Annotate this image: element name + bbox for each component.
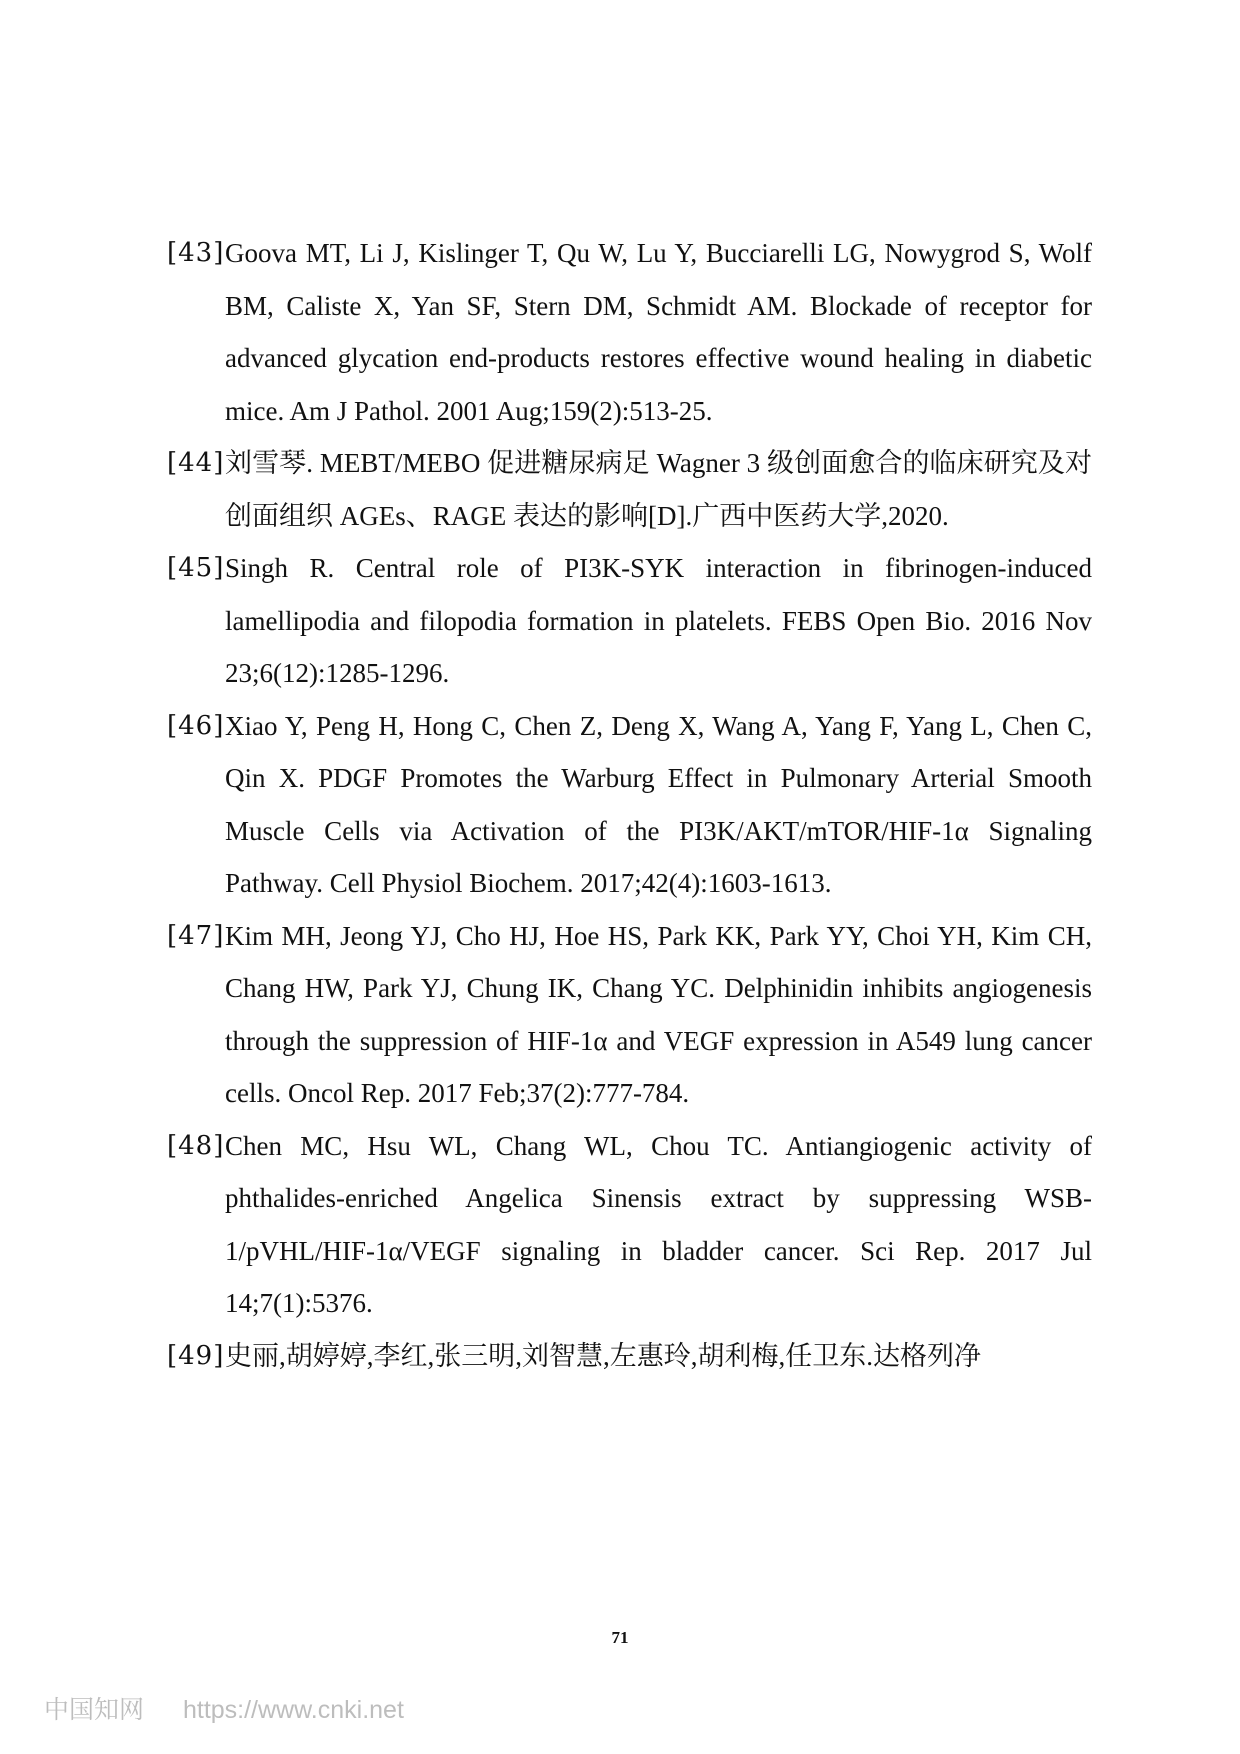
reference-number: [49] — [167, 1340, 225, 1371]
reference-49 — [167, 1330, 1092, 1383]
reference-text: Kim MH, Jeong YJ, Cho HJ, Hoe HS, Park KK, Park YY, Choi YH, Kim CH, Chang HW, Park YJ, Chung IK, Chang YC. Delphinidin inhibits angiogenesis through the suppression of HIF-1α and VEGF expression in A549 lung cancer cells. Oncol Rep. 2017 Feb;37(2):777-784. — [225, 920, 1092, 1108]
reference-44 — [167, 437, 1092, 542]
reference-text: Xiao Y, Peng H, Hong C, Chen Z, Deng X, Wang A, Yang F, Yang L, Chen C, Qin X. PDGF Promotes the Warburg Effect in Pulmonary Arterial Smooth Muscle Cells via Activation of the PI3K/AKT/mTOR/HIF-1α Signaling Pathway. Cell Physiol Biochem. 2017;42(4):1603-1613. — [225, 710, 1092, 898]
page-number: 71 — [611, 1628, 629, 1647]
reference-text: Goova MT, Li J, Kislinger T, Qu W, Lu Y, Bucciarelli LG, Nowygrod S, Wolf BM, Caliste X, Yan SF, Stern DM, Schmidt AM. Blockade of receptor for advanced glycation end-products restores effective wound healing in diabetic mice. Am J Pathol. 2001 Aug;159(2):513-25. — [225, 238, 1092, 426]
reference-43 — [167, 227, 1092, 437]
reference-number: [48] — [167, 1130, 225, 1161]
cnki-watermark — [44, 1690, 404, 1726]
reference-number: [44] — [167, 448, 225, 478]
reference-number: [45] — [167, 553, 225, 583]
reference-text: 刘雪琴. MEBT/MEBO 促进糖尿病足 Wagner 3 级创面愈合的临床研究及对创面组织 AGEs、RAGE 表达的影响[D].广西中医药大学,2020. — [225, 448, 1092, 531]
reference-48 — [167, 1120, 1092, 1330]
reference-number: [47] — [167, 920, 225, 951]
reference-list — [167, 227, 1092, 1382]
cnki-url: https://www.cnki.net — [182, 1696, 404, 1724]
reference-47 — [167, 910, 1092, 1120]
reference-number: [43] — [167, 238, 225, 268]
cnki-logo-text: 中国知网 — [44, 1696, 145, 1724]
reference-text: 史丽,胡婷婷,李红,张三明,刘智慧,左惠玲,胡利梅,任卫东.达格列净 — [225, 1340, 981, 1371]
reference-text: Chen MC, Hsu WL, Chang WL, Chou TC. Antiangiogenic activity of phthalides-enriched Angelica Sinensis extract by suppressing WSB-1/pVHL/HIF-1α/VEGF signaling in bladder cancer. Sci Rep. 2017 Jul 14;7(1):5376. — [225, 1130, 1092, 1318]
reference-45 — [167, 542, 1092, 700]
reference-number: [46] — [167, 710, 225, 741]
reference-46 — [167, 700, 1092, 910]
reference-text: Singh R. Central role of PI3K-SYK interaction in fibrinogen-induced lamellipodia and filopodia formation in platelets. FEBS Open Bio. 2016 Nov 23;6(12):1285-1296. — [225, 553, 1092, 688]
